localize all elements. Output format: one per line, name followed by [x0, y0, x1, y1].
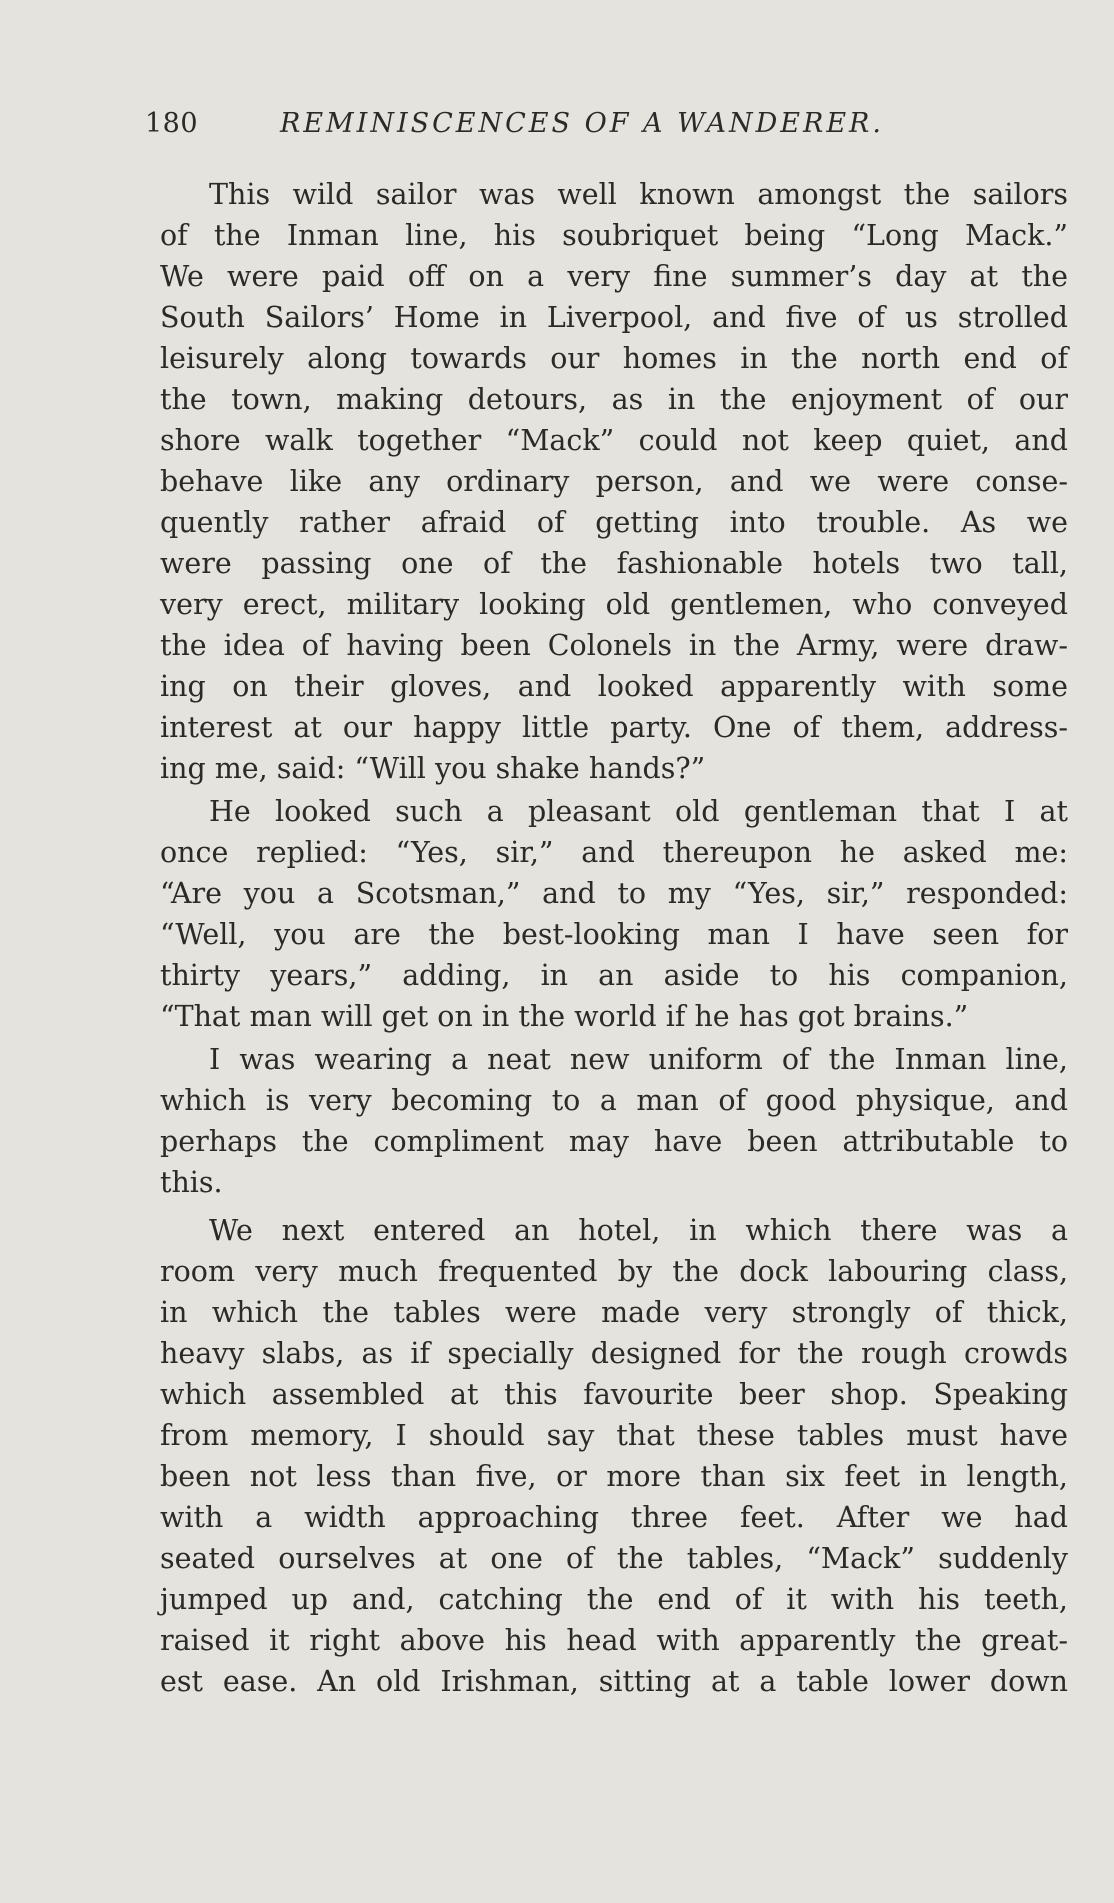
page-number: 180: [145, 108, 199, 139]
paragraph-1-line-12: the idea of having been Colonels in the Army, were draw-: [160, 629, 1068, 662]
paragraph-4-line-7: been not less than five, or more than six feet in length,: [160, 1460, 1068, 1493]
paragraph-1-line-10: were passing one of the fashionable hotels two tall,: [160, 547, 1068, 580]
paragraph-4-line-6: from memory, I should say that these tables must have: [160, 1419, 1068, 1452]
paragraph-1-line-14: interest at our happy little party. One of them, address-: [160, 711, 1068, 744]
paragraph-1-line-11: very erect, military looking old gentlemen, who conveyed: [160, 588, 1068, 621]
paragraph-1-line-7: shore walk together “Mack” could not keep quiet, and: [160, 424, 1068, 457]
paragraph-3-line-2: which is very becoming to a man of good physique, and: [160, 1084, 1068, 1117]
paragraph-1-line-4: South Sailors’ Home in Liverpool, and five of us strolled: [160, 301, 1068, 334]
paragraph-1-line-2: of the Inman line, his soubriquet being “Long Mack.”: [160, 219, 1068, 252]
paragraph-2-line-4: “Well, you are the best-looking man I have seen for: [160, 918, 1068, 951]
paragraph-1-line-13: ing on their gloves, and looked apparently with some: [160, 670, 1068, 703]
paragraph-2-line-6: “That man will get on in the world if he has got brains.”: [160, 1000, 969, 1033]
paragraph-2-line-3: “Are you a Scotsman,” and to my “Yes, sir,” responded:: [160, 877, 1068, 910]
paragraph-4-line-12: est ease. An old Irishman, sitting at a table lower down: [160, 1665, 1068, 1698]
paragraph-1-line-15: ing me, said: “Will you shake hands?”: [160, 752, 706, 785]
paragraph-4-line-11: raised it right above his head with apparently the great-: [160, 1624, 1068, 1657]
paragraph-2-line-1: He looked such a pleasant old gentleman that I at: [209, 795, 1068, 828]
paragraph-2-line-2: once replied: “Yes, sir,” and thereupon he asked me:: [160, 836, 1068, 869]
paragraph-4-line-4: heavy slabs, as if specially designed for the rough crowds: [160, 1337, 1068, 1370]
paragraph-4-line-1: We next entered an hotel, in which there was a: [209, 1214, 1068, 1247]
paragraph-2-line-5: thirty years,” adding, in an aside to his companion,: [160, 959, 1068, 992]
paragraph-1-line-9: quently rather afraid of getting into trouble. As we: [160, 506, 1068, 539]
paragraph-4-line-5: which assembled at this favourite beer shop. Speaking: [160, 1378, 1068, 1411]
paragraph-4-line-10: jumped up and, catching the end of it with his teeth,: [160, 1583, 1068, 1616]
paragraph-4-line-3: in which the tables were made very strongly of thick,: [160, 1296, 1068, 1329]
paragraph-4-line-9: seated ourselves at one of the tables, “Mack” suddenly: [160, 1542, 1068, 1575]
paragraph-4-line-8: with a width approaching three feet. After we had: [160, 1501, 1068, 1534]
paragraph-1-line-8: behave like any ordinary person, and we were conse-: [160, 465, 1068, 498]
paragraph-1-line-1: This wild sailor was well known amongst the sailors: [209, 178, 1068, 211]
paragraph-1-line-3: We were paid off on a very fine summer’s day at the: [160, 260, 1068, 293]
paragraph-1-line-6: the town, making detours, as in the enjoyment of our: [160, 383, 1068, 416]
paragraph-4-line-2: room very much frequented by the dock labouring class,: [160, 1255, 1068, 1288]
paragraph-3-line-4: this.: [160, 1166, 223, 1199]
paragraph-3-line-3: perhaps the compliment may have been attributable to: [160, 1125, 1068, 1158]
running-title: REMINISCENCES OF A WANDERER.: [280, 108, 884, 139]
paragraph-1-line-5: leisurely along towards our homes in the north end of: [160, 342, 1068, 375]
running-head: [145, 104, 950, 144]
paragraph-3-line-1: I was wearing a neat new uniform of the Inman line,: [209, 1043, 1068, 1076]
